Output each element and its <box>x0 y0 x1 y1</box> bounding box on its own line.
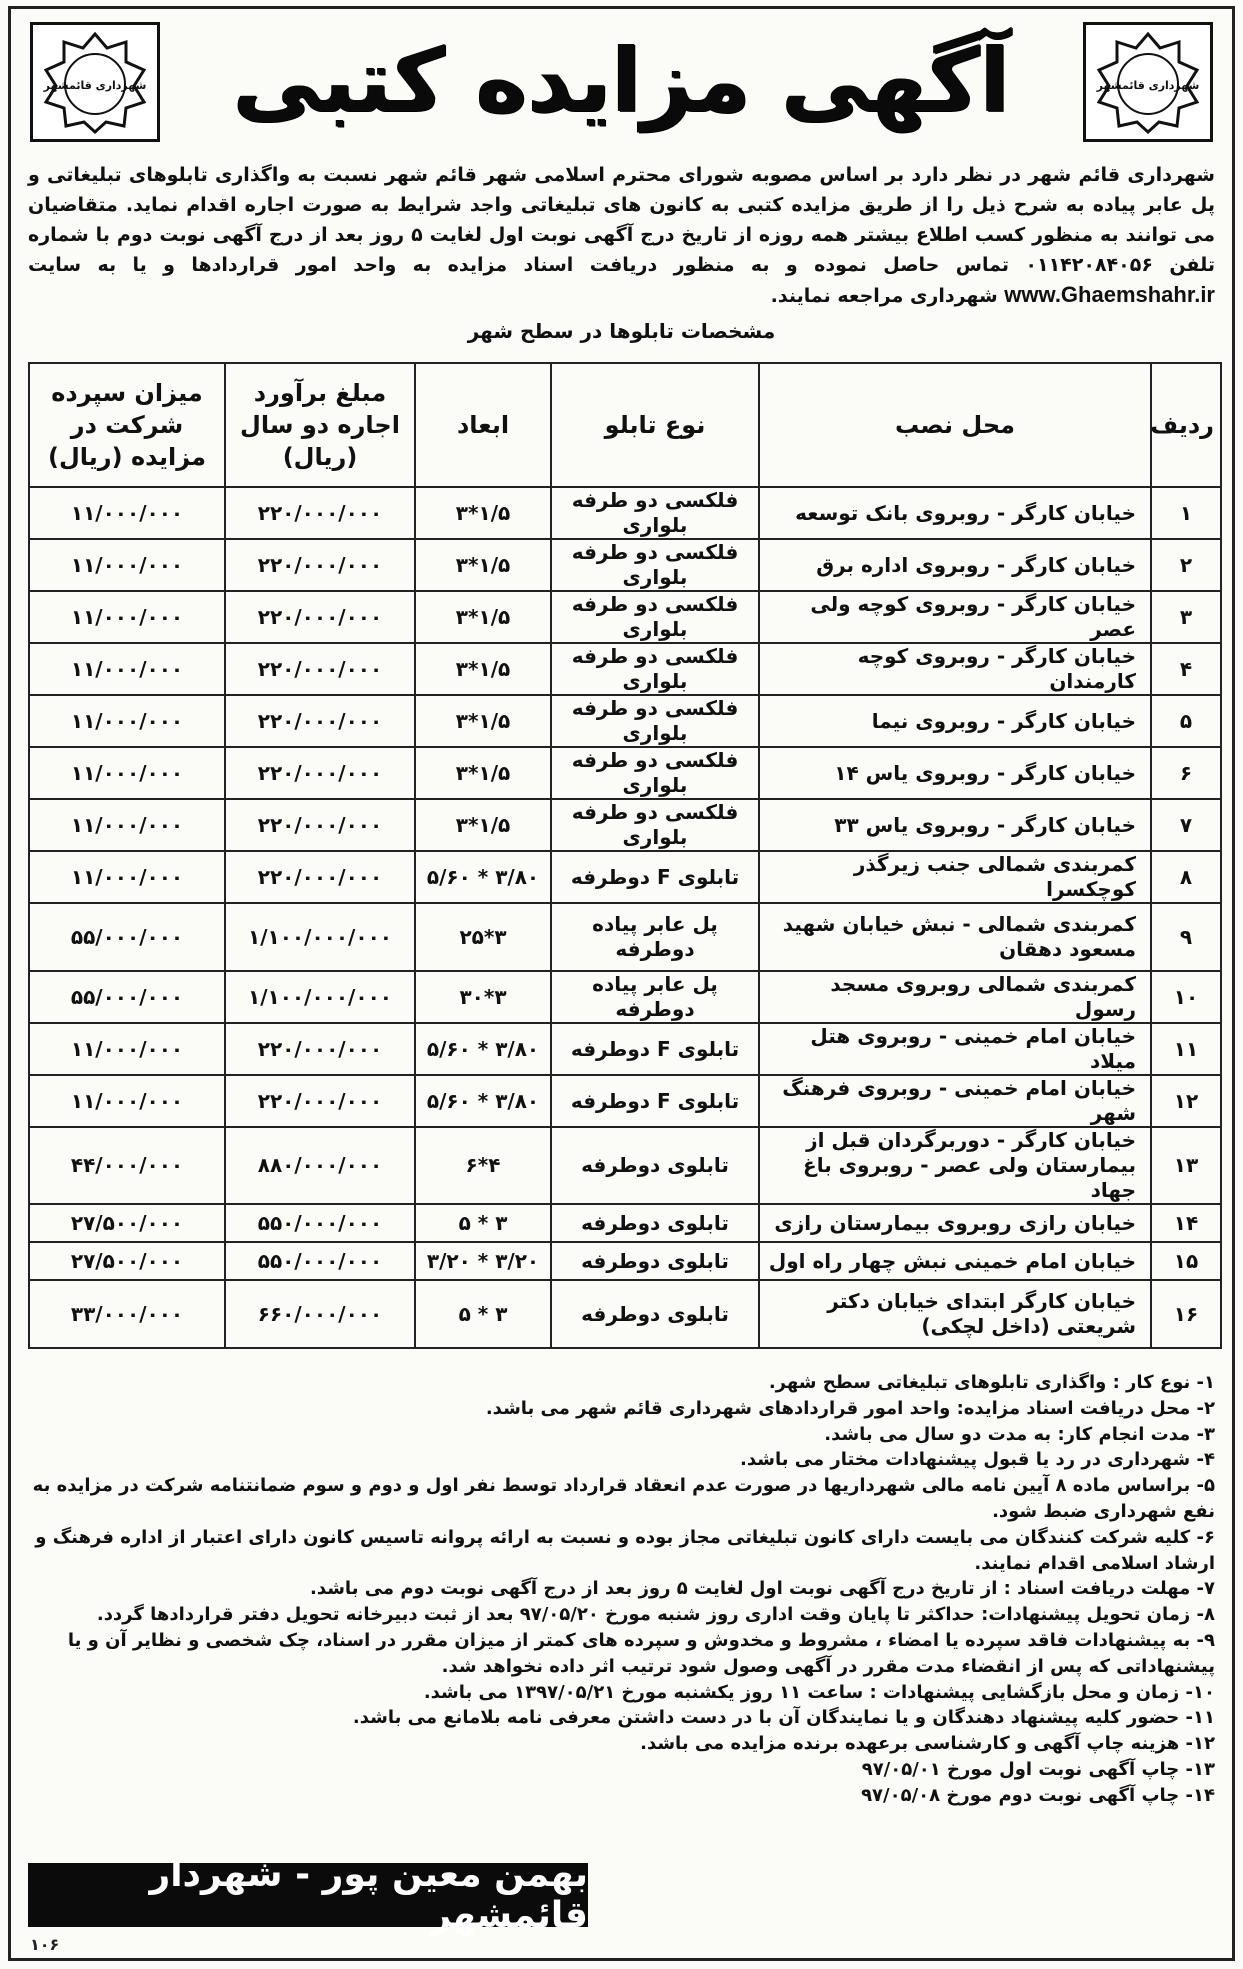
cell-location: خیابان کارگر - روبروی یاس ۱۴ <box>759 747 1151 799</box>
cell-billboard-type: فلکسی دو طرفه بلواری <box>551 695 759 747</box>
header-estimated-rent: مبلغ برآورد اجاره دو سال (ریال) <box>225 363 415 487</box>
cell-billboard-type: تابلوی F دوطرفه <box>551 1075 759 1127</box>
cell-location: خیابان کارگر - روبروی اداره برق <box>759 539 1151 591</box>
website-link[interactable]: www.Ghaemshahr.ir <box>1004 282 1215 307</box>
cell-billboard-type: تابلوی F دوطرفه <box>551 1023 759 1075</box>
cell-estimated-rent: ۲۲۰/۰۰۰/۰۰۰ <box>225 591 415 643</box>
condition-item: ۶- کلیه شرکت کنندگان می بایست دارای کانون تبلیغاتی مجاز بوده و نسبت به ارائه پروانه تاسیس کانون دارای اعتبار از اداره فرهنگ و ارشاد اسلامی اقدام نمایند. <box>35 1526 1215 1574</box>
condition-item: ۸- زمان تحویل پیشنهادات: حداکثر تا پایان وقت اداری روز شنبه مورخ ۹۷/۰۵/۲۰ بعد از ثبت دبیرخانه تحویل دفتر قراردادها گردد. <box>96 1604 1215 1626</box>
cell-row-number: ۲ <box>1151 539 1221 591</box>
cell-estimated-rent: ۲۲۰/۰۰۰/۰۰۰ <box>225 1075 415 1127</box>
cell-location: خیابان کارگر - روبروی کوچه کارمندان <box>759 643 1151 695</box>
table-row <box>29 851 1221 903</box>
table-row <box>29 971 1221 1023</box>
cell-location: خیابان رازی روبروی بیمارستان رازی <box>759 1204 1151 1242</box>
conditions-list <box>28 1370 1215 1809</box>
cell-estimated-rent: ۲۲۰/۰۰۰/۰۰۰ <box>225 539 415 591</box>
header-billboard-type: نوع تابلو <box>551 363 759 487</box>
cell-estimated-rent: ۲۲۰/۰۰۰/۰۰۰ <box>225 487 415 539</box>
condition-item: ۱۴- چاپ آگهی نوبت دوم مورخ ۹۷/۰۵/۰۸ <box>861 1784 1215 1806</box>
cell-deposit: ۱۱/۰۰۰/۰۰۰ <box>29 1075 225 1127</box>
cell-location: خیابان امام خمینی - روبروی هتل میلاد <box>759 1023 1151 1075</box>
cell-row-number: ۱۵ <box>1151 1242 1221 1280</box>
cell-deposit: ۱۱/۰۰۰/۰۰۰ <box>29 1023 225 1075</box>
condition-item: ۷- مهلت دریافت اسناد : از تاریخ درج آگهی نوبت اول لغایت ۵ روز بعد از درج آگهی نوبت دوم می باشد. <box>310 1578 1215 1600</box>
cell-location: کمربندی شمالی روبروی مسجد رسول <box>759 971 1151 1023</box>
cell-row-number: ۷ <box>1151 799 1221 851</box>
cell-deposit: ۵۵/۰۰۰/۰۰۰ <box>29 903 225 971</box>
condition-item: ۱- نوع کار : واگذاری تابلوهای تبلیغاتی سطح شهر. <box>768 1372 1215 1393</box>
cell-dimensions: ۱/۵*۳ <box>415 591 551 643</box>
cell-row-number: ۱۴ <box>1151 1204 1221 1242</box>
header-deposit: میزان سپرده شرکت در مزایده (ریال) <box>29 363 225 487</box>
cell-deposit: ۵۵/۰۰۰/۰۰۰ <box>29 971 225 1023</box>
cell-billboard-type: پل عابر پیاده دوطرفه <box>551 971 759 1023</box>
cell-dimensions: ۳/۸۰ * ۵/۶۰ <box>415 1075 551 1127</box>
table-row <box>29 1242 1221 1280</box>
municipality-emblem-left <box>30 22 160 142</box>
cell-location: خیابان کارگر - دوربرگردان قبل از بیمارستان ولی عصر - روبروی باغ جهاد <box>759 1127 1151 1204</box>
cell-row-number: ۱۶ <box>1151 1280 1221 1348</box>
cell-deposit: ۱۱/۰۰۰/۰۰۰ <box>29 747 225 799</box>
cell-estimated-rent: ۱/۱۰۰/۰۰۰/۰۰۰ <box>225 903 415 971</box>
intro-paragraph <box>28 160 1215 311</box>
cell-deposit: ۱۱/۰۰۰/۰۰۰ <box>29 591 225 643</box>
condition-item: ۱۲- هزینه چاپ آگهی و کارشناسی برعهده برنده مزایده می باشد. <box>640 1733 1215 1755</box>
cell-row-number: ۱ <box>1151 487 1221 539</box>
header-row-number: ردیف <box>1151 363 1221 487</box>
cell-billboard-type: تابلوی دوطرفه <box>551 1280 759 1348</box>
condition-item: ۴- شهرداری در رد یا قبول پیشنهادات مختار می باشد. <box>740 1449 1215 1471</box>
cell-dimensions: ۴*۶ <box>415 1127 551 1204</box>
table-row <box>29 643 1221 695</box>
cell-billboard-type: پل عابر پیاده دوطرفه <box>551 903 759 971</box>
table-row <box>29 747 1221 799</box>
cell-row-number: ۱۱ <box>1151 1023 1221 1075</box>
table-row <box>29 1075 1221 1127</box>
condition-item: ۱۳- چاپ آگهی نوبت اول مورخ ۹۷/۰۵/۰۱ <box>861 1758 1215 1780</box>
table-row <box>29 903 1221 971</box>
cell-billboard-type: فلکسی دو طرفه بلواری <box>551 799 759 851</box>
cell-row-number: ۴ <box>1151 643 1221 695</box>
cell-estimated-rent: ۵۵۰/۰۰۰/۰۰۰ <box>225 1204 415 1242</box>
cell-row-number: ۳ <box>1151 591 1221 643</box>
cell-billboard-type: فلکسی دو طرفه بلواری <box>551 539 759 591</box>
cell-dimensions: ۳*۲۵ <box>415 903 551 971</box>
cell-dimensions: ۱/۵*۳ <box>415 747 551 799</box>
notice-header <box>30 14 1213 142</box>
cell-billboard-type: فلکسی دو طرفه بلواری <box>551 643 759 695</box>
cell-location: خیابان امام خمینی - روبروی فرهنگ شهر <box>759 1075 1151 1127</box>
cell-estimated-rent: ۲۲۰/۰۰۰/۰۰۰ <box>225 799 415 851</box>
cell-dimensions: ۳ * ۵ <box>415 1280 551 1348</box>
svg-text:شهرداری قائمشهر: شهرداری قائمشهر <box>43 79 147 92</box>
notice-title: آگهی مزایده کتبی <box>233 28 1011 132</box>
cell-estimated-rent: ۲۲۰/۰۰۰/۰۰۰ <box>225 643 415 695</box>
cell-dimensions: ۳ * ۵ <box>415 1204 551 1242</box>
cell-estimated-rent: ۱/۱۰۰/۰۰۰/۰۰۰ <box>225 971 415 1023</box>
table-row <box>29 695 1221 747</box>
table-header-row <box>29 363 1221 487</box>
cell-dimensions: ۱/۵*۳ <box>415 487 551 539</box>
table-caption: مشخصات تابلوها در سطح شهر <box>467 319 776 343</box>
cell-location: خیابان کارگر - روبروی کوچه ولی عصر <box>759 591 1151 643</box>
page-code: ۱۰۶ <box>30 1935 60 1954</box>
cell-dimensions: ۳/۸۰ * ۵/۶۰ <box>415 851 551 903</box>
municipality-emblem-right <box>1083 22 1213 142</box>
condition-item: ۵- براساس ماده ۸ آیین نامه مالی شهرداریها در صورت عدم انعقاد قرارداد توسط نفر اول و دوم و سوم ضمانتنامه شرکت در مزایده به نفع شهرداری ضبط شود. <box>32 1475 1215 1522</box>
cell-billboard-type: فلکسی دو طرفه بلواری <box>551 747 759 799</box>
cell-deposit: ۱۱/۰۰۰/۰۰۰ <box>29 799 225 851</box>
cell-dimensions: ۱/۵*۳ <box>415 799 551 851</box>
table-row <box>29 539 1221 591</box>
cell-deposit: ۱۱/۰۰۰/۰۰۰ <box>29 695 225 747</box>
cell-estimated-rent: ۸۸۰/۰۰۰/۰۰۰ <box>225 1127 415 1204</box>
cell-billboard-type: تابلوی دوطرفه <box>551 1127 759 1204</box>
table-row <box>29 487 1221 539</box>
cell-dimensions: ۱/۵*۳ <box>415 643 551 695</box>
cell-dimensions: ۳/۸۰ * ۵/۶۰ <box>415 1023 551 1075</box>
svg-text:شهرداری قائمشهر: شهرداری قائمشهر <box>1096 79 1200 92</box>
cell-location: خیابان کارگر - روبروی بانک توسعه <box>759 487 1151 539</box>
cell-location: کمربندی شمالی - نبش خیابان شهید مسعود دهقان <box>759 903 1151 971</box>
cell-location: خیابان امام خمینی نبش چهار راه اول <box>759 1242 1151 1280</box>
table-row <box>29 799 1221 851</box>
cell-billboard-type: فلکسی دو طرفه بلواری <box>551 591 759 643</box>
cell-dimensions: ۱/۵*۳ <box>415 695 551 747</box>
table-row <box>29 1023 1221 1075</box>
cell-row-number: ۹ <box>1151 903 1221 971</box>
cell-row-number: ۸ <box>1151 851 1221 903</box>
table-row <box>29 1280 1221 1348</box>
cell-estimated-rent: ۲۲۰/۰۰۰/۰۰۰ <box>225 851 415 903</box>
condition-item: ۱۰- زمان و محل بازگشایی پیشنهادات : ساعت ۱۱ روز یکشنبه مورخ ۱۳۹۷/۰۵/۲۱ می باشد. <box>423 1681 1215 1703</box>
cell-location: کمربندی شمالی جنب زیرگذر کوچکسرا <box>759 851 1151 903</box>
table-row <box>29 591 1221 643</box>
cell-dimensions: ۳/۲۰ * ۳/۲۰ <box>415 1242 551 1280</box>
condition-item: ۹- به پیشنهادات فاقد سپرده یا امضاء ، مشروط و مخدوش و سپرده های کمتر از میزان مقرر در اسناد، چک شخصی و نظایر آن و یا پیشنهاداتی که پس از انقضاء مدت مقرر در آگهی وصول شود ترتیب اثر داده نخواهد شد. <box>67 1629 1215 1677</box>
cell-location: خیابان کارگر - روبروی نیما <box>759 695 1151 747</box>
cell-billboard-type: فلکسی دو طرفه بلواری <box>551 487 759 539</box>
cell-row-number: ۱۳ <box>1151 1127 1221 1204</box>
cell-row-number: ۵ <box>1151 695 1221 747</box>
cell-row-number: ۱۰ <box>1151 971 1221 1023</box>
cell-billboard-type: تابلوی دوطرفه <box>551 1204 759 1242</box>
cell-billboard-type: تابلوی دوطرفه <box>551 1242 759 1280</box>
mayor-signature-banner: بهمن معین پور - شهردار قائمشهر <box>28 1863 588 1927</box>
condition-item: ۱۱- حضور کلیه پیشنهاد دهندگان و یا نمایندگان آن با در دست داشتن معرفی نامه بلامانع می باشد. <box>352 1707 1215 1729</box>
table-body <box>29 487 1221 1348</box>
cell-deposit: ۴۴/۰۰۰/۰۰۰ <box>29 1127 225 1204</box>
municipality-emblem-icon <box>1093 30 1203 134</box>
condition-item: ۲- محل دریافت اسناد مزایده: واحد امور قراردادهای شهرداری قائم شهر می باشد. <box>485 1397 1215 1419</box>
cell-deposit: ۱۱/۰۰۰/۰۰۰ <box>29 539 225 591</box>
table-row <box>29 1204 1221 1242</box>
header-dimensions: ابعاد <box>415 363 551 487</box>
table-row <box>29 1127 1221 1204</box>
cell-deposit: ۳۳/۰۰۰/۰۰۰ <box>29 1280 225 1348</box>
municipality-emblem-icon <box>40 30 150 134</box>
cell-estimated-rent: ۲۲۰/۰۰۰/۰۰۰ <box>225 747 415 799</box>
condition-item: ۳- مدت انجام کار: به مدت دو سال می باشد. <box>824 1423 1215 1445</box>
cell-billboard-type: تابلوی F دوطرفه <box>551 851 759 903</box>
cell-estimated-rent: ۲۲۰/۰۰۰/۰۰۰ <box>225 1023 415 1075</box>
cell-estimated-rent: ۲۲۰/۰۰۰/۰۰۰ <box>225 695 415 747</box>
cell-row-number: ۱۲ <box>1151 1075 1221 1127</box>
billboards-table <box>28 362 1222 1349</box>
cell-estimated-rent: ۵۵۰/۰۰۰/۰۰۰ <box>225 1242 415 1280</box>
intro-text-end: شهرداری مراجعه نمایند. <box>770 285 998 307</box>
cell-estimated-rent: ۶۶۰/۰۰۰/۰۰۰ <box>225 1280 415 1348</box>
cell-dimensions: ۱/۵*۳ <box>415 539 551 591</box>
cell-deposit: ۱۱/۰۰۰/۰۰۰ <box>29 487 225 539</box>
cell-location: خیابان کارگر - روبروی یاس ۳۳ <box>759 799 1151 851</box>
cell-deposit: ۱۱/۰۰۰/۰۰۰ <box>29 643 225 695</box>
header-location: محل نصب <box>759 363 1151 487</box>
cell-deposit: ۲۷/۵۰۰/۰۰۰ <box>29 1204 225 1242</box>
cell-deposit: ۲۷/۵۰۰/۰۰۰ <box>29 1242 225 1280</box>
cell-row-number: ۶ <box>1151 747 1221 799</box>
cell-dimensions: ۳*۳۰ <box>415 971 551 1023</box>
intro-text: شهرداری قائم شهر در نظر دارد بر اساس مصوبه شورای محترم اسلامی شهر قائم شهر نسبت به واگذاری تابلوهای تبلیغاتی و پل عابر پیاده به شرح ذیل را از طریق مزایده کتبی به کانون های تبلیغاتی واجد شرایط به صورت اجاره اقدام نماید. متقاضیان می توانند به منظور کسب اطلاع بیشتر همه روزه از تاریخ درج آگهی نوبت اول لغایت ۵ روز بعد از درج آگهی نوبت دوم با شماره تلفن ۰۱۱۴۲۰۸۴۰۵۶ تماس حاصل نموده و به منظور دریافت اسناد مزایده به واحد امور قراردادها و یا به سایت <box>28 164 1216 276</box>
cell-location: خیابان کارگر ابتدای خیابان دکتر شریعتی (داخل لچکی) <box>759 1280 1151 1348</box>
cell-deposit: ۱۱/۰۰۰/۰۰۰ <box>29 851 225 903</box>
